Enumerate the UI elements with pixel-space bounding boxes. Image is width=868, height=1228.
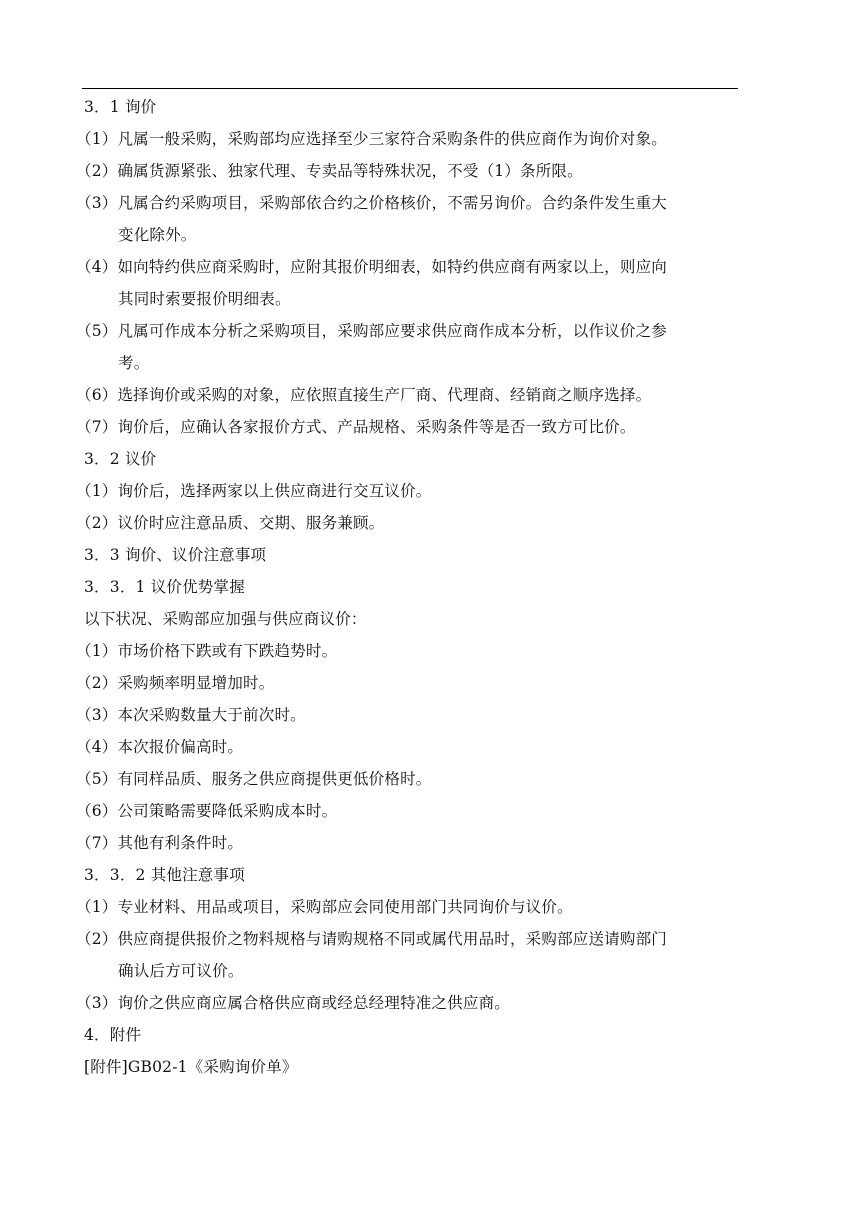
list-item: （1）凡属一般采购，采购部均应选择至少三家符合采购条件的供应商作为询价对象。 bbox=[76, 130, 667, 148]
list-item: （2）确属货源紧张、独家代理、专卖品等特殊状况，不受（1）条所限。 bbox=[76, 162, 583, 180]
list-item: （4）本次报价偏高时。 bbox=[76, 738, 244, 756]
list-item: （1）市场价格下跌或有下跌趋势时。 bbox=[76, 642, 338, 660]
list-item: （4）如向特约供应商采购时，应附其报价明细表，如特约供应商有两家以上，则应向 bbox=[76, 258, 667, 276]
list-item-continuation: 变化除外。 bbox=[118, 226, 197, 244]
list-item-continuation: 其同时索要报价明细表。 bbox=[118, 290, 291, 308]
list-item: （1）询价后，选择两家以上供应商进行交互议价。 bbox=[76, 482, 432, 500]
list-item: （6）公司策略需要降低采购成本时。 bbox=[76, 802, 338, 820]
list-item: （6）选择询价或采购的对象，应依照直接生产厂商、代理商、经销商之顺序选择。 bbox=[76, 386, 652, 404]
heading-3-3: 3．3 询价、议价注意事项 bbox=[84, 546, 267, 564]
heading-3-3-2: 3．3．2 其他注意事项 bbox=[84, 866, 245, 884]
list-item: （2）供应商提供报价之物料规格与请购规格不同或属代用品时，采购部应送请购部门 bbox=[76, 930, 667, 948]
list-item: （5）有同样品质、服务之供应商提供更低价格时。 bbox=[76, 770, 432, 788]
list-item: （3）本次采购数量大于前次时。 bbox=[76, 706, 306, 724]
heading-3-2: 3．2 议价 bbox=[84, 450, 157, 468]
document-body bbox=[76, 91, 744, 1083]
list-item: （3）凡属合约采购项目，采购部依合约之价格核价，不需另询价。合约条件发生重大 bbox=[76, 194, 667, 212]
attachment-reference: [附件]GB02-1《采购询价单》 bbox=[84, 1058, 298, 1076]
list-item: （3）询价之供应商应属合格供应商或经总经理特准之供应商。 bbox=[76, 994, 510, 1012]
heading-3-3-1: 3．3．1 议价优势掌握 bbox=[84, 578, 245, 596]
top-rule bbox=[82, 88, 738, 89]
list-item-continuation: 考。 bbox=[118, 354, 150, 372]
list-item: （2）采购频率明显增加时。 bbox=[76, 674, 275, 692]
list-item: （7）其他有利条件时。 bbox=[76, 834, 244, 852]
list-item-continuation: 确认后方可议价。 bbox=[118, 962, 244, 980]
list-item: （2）议价时应注意品质、交期、服务兼顾。 bbox=[76, 514, 385, 532]
list-item: （5）凡属可作成本分析之采购项目，采购部应要求供应商作成本分析，以作议价之参 bbox=[76, 322, 667, 340]
list-item: （1）专业材料、用品或项目，采购部应会同使用部门共同询价与议价。 bbox=[76, 898, 573, 916]
list-item: （7）询价后，应确认各家报价方式、产品规格、采购条件等是否一致方可比价。 bbox=[76, 418, 636, 436]
heading-4: 4．附件 bbox=[84, 1026, 142, 1044]
intro-text: 以下状况、采购部应加强与供应商议价： bbox=[84, 610, 367, 628]
heading-3-1: 3．1 询价 bbox=[84, 98, 157, 116]
